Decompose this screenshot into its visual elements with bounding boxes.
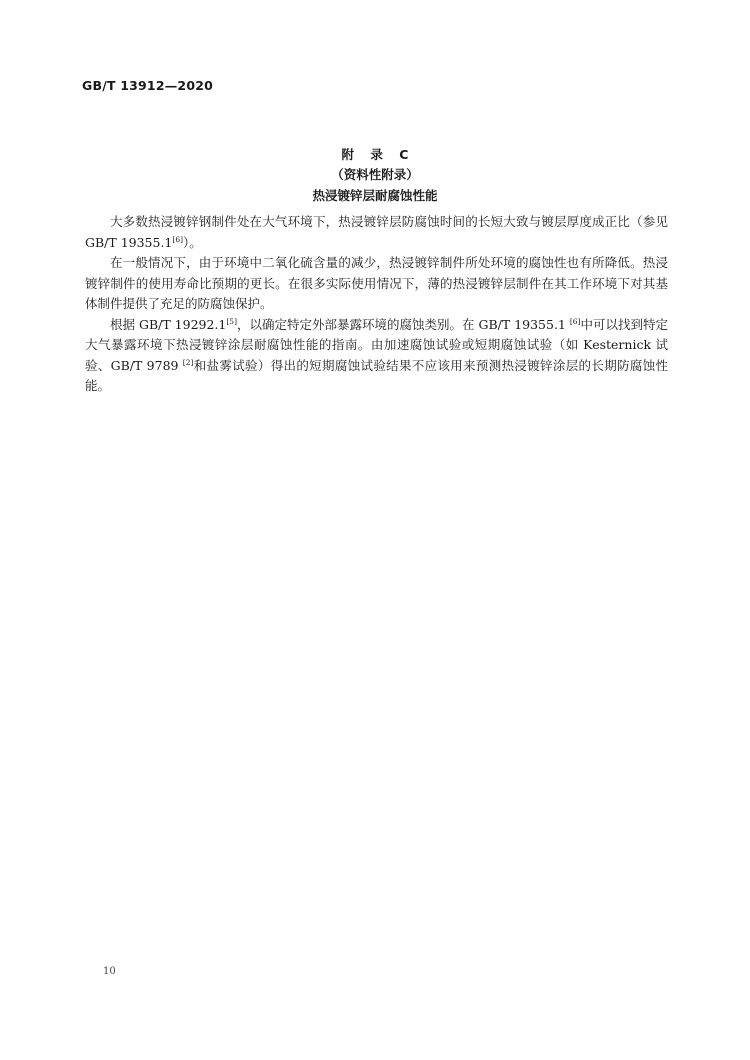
appendix-label (0, 145, 750, 163)
reference-marker: [2] (182, 357, 194, 367)
paragraph-2-text-1: 在一般情况下，由于环境中二氧化硫含量的减少，热浸镀锌制件所处环境的腐蚀性也有所降低。热浸镀锌制件的使用寿命比预期的更长。在很多实际使用情况下，薄的热浸镀锌层制件在其工作环境下对其基体制件提供了充足的防腐蚀保护。 (85, 255, 668, 311)
paragraph-3-text-2: ，以确定特定外部暴露环境的腐蚀类别。在 GB/T 19355.1 (237, 316, 570, 332)
paragraph-3-text-1: 根据 GB/T 19292.1 (110, 316, 227, 332)
paragraph-3-text-3: 中可以找到特定大气暴露环境下热浸镀锌涂层耐腐蚀性能的指南。由加速腐蚀试验或短期腐蚀试验（如 Kesternick 试验、GB/T 9789 (85, 316, 668, 373)
appendix-title: 热浸镀锌层耐腐蚀性能 (312, 188, 438, 203)
paragraph-1-text-1: 大多数热浸镀锌钢制件处在大气环境下，热浸镀锌层防腐蚀时间的长短大致与镀层厚度成正比（参见 GB/T 19355.1 (85, 214, 668, 250)
appendix-letter: C (399, 147, 409, 162)
appendix-label-prefix: 附 录 (341, 147, 389, 162)
appendix-type: （资料性附录） (331, 167, 419, 182)
paragraph-1-text-2: ）。 (183, 234, 202, 250)
paragraph-3-text-4: 和盐雾试验）得出的短期腐蚀试验结果不应该用来预测热浸镀锌涂层的长期防腐蚀性能。 (85, 357, 668, 393)
reference-marker: [6] (569, 316, 581, 326)
paragraph-2 (85, 253, 668, 315)
reference-marker: [5] (226, 316, 237, 326)
standard-code: GB/T 13912—2020 (82, 78, 214, 93)
reference-marker: [6] (172, 234, 184, 244)
page-number: 10 (103, 966, 116, 977)
paragraph-3 (85, 315, 668, 397)
appendix-body (85, 212, 668, 397)
paragraph-1 (85, 212, 668, 253)
